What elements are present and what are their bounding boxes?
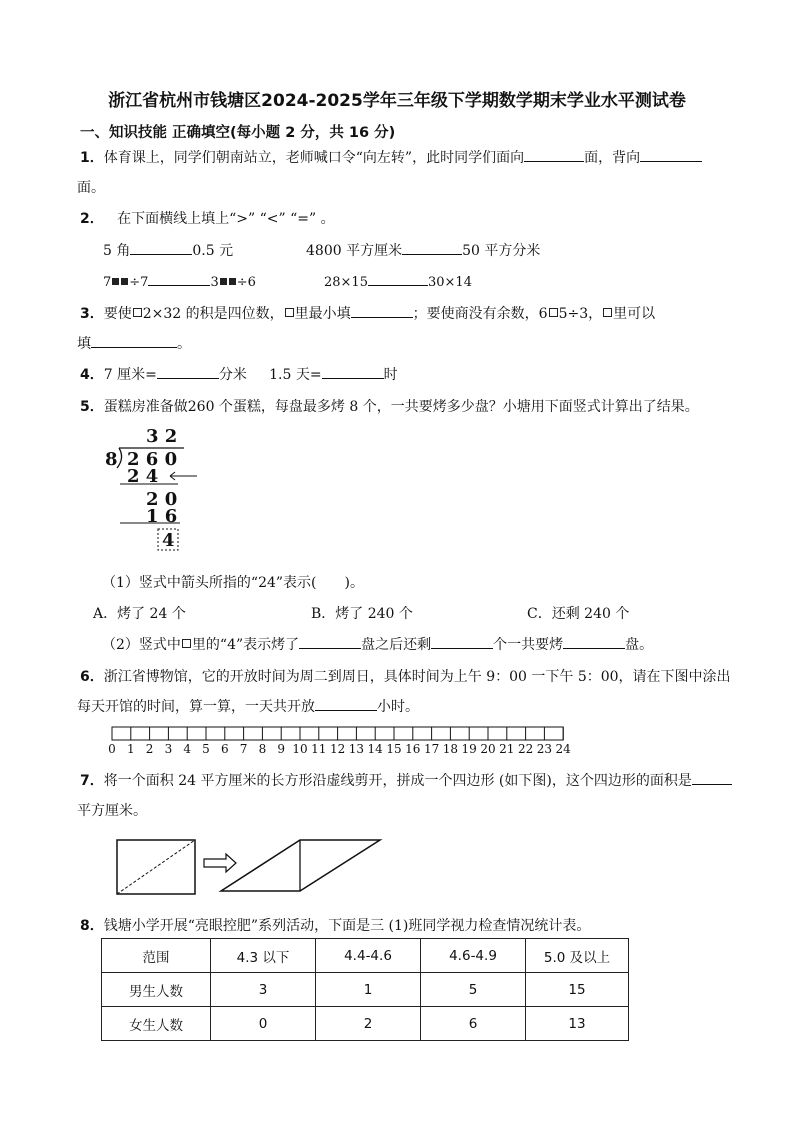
question-3: 3．要使 2×32 的积是四位数， 里最小填 ；要使商没有余数，6 5÷3， 里可以 [80,303,655,323]
table-cell: 13 [526,1007,629,1041]
answer-blank[interactable] [130,240,192,255]
ruler-tick-label: 18 [442,742,459,756]
subtract-24: 2 4 [127,466,159,487]
answer-blank[interactable] [402,240,462,255]
answer-blank[interactable] [148,271,210,286]
table-cell: 女生人数 [102,1007,211,1041]
table-cell: 0 [211,1007,316,1041]
question-6-cont: 每天开馆的时间，算一算，一天共开放 小时。 [77,696,419,716]
answer-blank[interactable] [322,364,384,379]
question-2: 2． 在下面横线上填上“>” “<” “=” 。 [80,211,335,227]
answer-blank[interactable] [91,333,177,348]
question-1: 1．体育课上，同学们朝南站立，老师喊口令“向左转”，此时同学们面向 面，背向 [80,147,702,167]
ruler-tick-label: 16 [405,742,421,756]
ruler-tick-label: 8 [258,742,267,756]
page-title: 浙江省杭州市钱塘区2024-2025学年三年级下学期数学期末学业水平测试卷 [108,91,686,111]
question-8: 8．钱塘小学开展“亮眼控肥”系列活动，下面是三 (1)班同学视力检查情况统计表。 [80,918,591,934]
answer-blank[interactable] [524,147,584,162]
ruler-tick-label: 9 [277,742,285,756]
long-division [100,424,210,554]
table-header-cell: 5.0 及以上 [526,939,629,973]
ruler-tick-label: 15 [386,742,402,756]
section-heading: 一、知识技能 正确填空(每小题 2 分，共 16 分) [80,125,396,141]
time-ruler[interactable] [108,725,571,759]
table-header-cell: 范围 [102,939,211,973]
question-5: 5．蛋糕房准备做260 个蛋糕，每盘最多烤 8 个，一共要烤多少盘？小塘用下面竖式计算出了结果。 [80,399,699,415]
table-cell: 5 [421,973,526,1007]
compare-item-3: 7 ÷7 3 ÷6 [103,271,256,290]
answer-blank[interactable] [368,271,428,286]
filled-square-icon [220,278,227,285]
arrow-right-icon [204,854,236,872]
ruler-tick-label: 13 [348,742,365,756]
answer-blank[interactable] [640,147,702,162]
question-number: 1． [80,150,104,166]
filled-square-icon [112,278,119,285]
ruler-tick-label: 23 [536,742,553,756]
ruler-tick-label: 7 [239,742,248,756]
ruler-tick-label: 20 [480,742,496,756]
ruler-tick-label: 17 [423,742,440,756]
table-row [102,1007,629,1041]
table-header-cell: 4.3 以下 [211,939,316,973]
final-remainder: 4 [162,530,175,551]
box-icon [603,308,612,317]
cut-line [117,840,195,894]
option-c[interactable]: C．还剩 240 个 [527,606,630,622]
ruler-tick-label: 1 [126,742,135,756]
table-cell: 15 [526,973,629,1007]
question-5-part-1: （1）竖式中箭头所指的“24”表示( )。 [102,575,364,591]
ruler-tick-label: 14 [367,742,383,756]
vision-statistics-table [101,938,629,1041]
answer-blank[interactable] [692,770,732,785]
remainder-20: 2 0 [146,489,178,510]
answer-blank[interactable] [157,364,219,379]
box-icon [182,639,191,648]
answer-blank[interactable] [299,634,361,649]
ruler-tick-label: 19 [461,742,477,756]
question-1-cont: 面。 [77,180,105,196]
ruler-tick-label: 6 [220,742,229,756]
question-4: 4．7 厘米= 分米 1.5 天= 时 [80,364,398,384]
ruler-tick-label: 11 [311,742,327,756]
question-6: 6．浙江省博物馆，它的开放时间为周二到周日，具体时间为上午 9：00 一下午 5：00，请在下图中涂出 [80,669,731,685]
option-a[interactable]: A．烤了 24 个 [93,606,186,622]
ruler-tick-label: 5 [202,742,210,756]
dividend: 2 6 0 [127,449,178,470]
filled-square-icon [229,278,236,285]
answer-blank[interactable] [351,303,413,318]
filled-square-icon [121,278,128,285]
table-cell: 1 [316,973,421,1007]
ruler-tick-label: 21 [499,742,515,756]
subtract-16: 1 6 [146,506,178,527]
table-cell: 3 [211,973,316,1007]
ruler-tick-label: 3 [164,742,173,756]
ruler-tick-label: 12 [329,742,346,756]
table-header-cell: 4.4-4.6 [316,939,421,973]
ruler-tick-label: 24 [555,742,571,756]
ruler-tick-label: 2 [145,742,154,756]
table-cell: 6 [421,1007,526,1041]
answer-blank[interactable] [563,634,625,649]
answer-blank[interactable] [431,634,493,649]
option-b[interactable]: B．烤了 240 个 [311,606,413,622]
ruler-tick-label: 0 [108,742,116,756]
table-cell: 2 [316,1007,421,1041]
box-icon [549,308,558,317]
rectangle-to-parallelogram-figure [108,832,398,900]
question-5-part-2: （2）竖式中 里的“4”表示烤了 盘之后还剩 个一共要烤 盘。 [102,634,653,654]
table-cell: 男生人数 [102,973,211,1007]
table-header-cell: 4.6-4.9 [421,939,526,973]
table-row [102,973,629,1007]
quotient: 3 2 [146,426,178,447]
question-7: 7．将一个面积 24 平方厘米的长方形沿虚线剪开，拼成一个四边形 (如下图)，这个四边形的面积是 [80,770,732,790]
ruler-tick-label: 4 [183,742,191,756]
question-7-cont: 平方厘米。 [77,803,147,819]
question-3-cont: 填 。 [77,333,191,353]
answer-blank[interactable] [315,696,377,711]
compare-item-4: 28×15 30×14 [324,271,472,290]
box-icon [133,308,142,317]
divisor: 8 [105,449,118,470]
compare-item-1: 5 角 0.5 元 [103,240,233,260]
compare-item-2: 4800 平方厘米 50 平方分米 [306,240,540,260]
ruler-tick-label: 22 [517,742,534,756]
box-icon [285,308,294,317]
table-header-row [102,939,629,973]
ruler-tick-label: 10 [292,742,308,756]
